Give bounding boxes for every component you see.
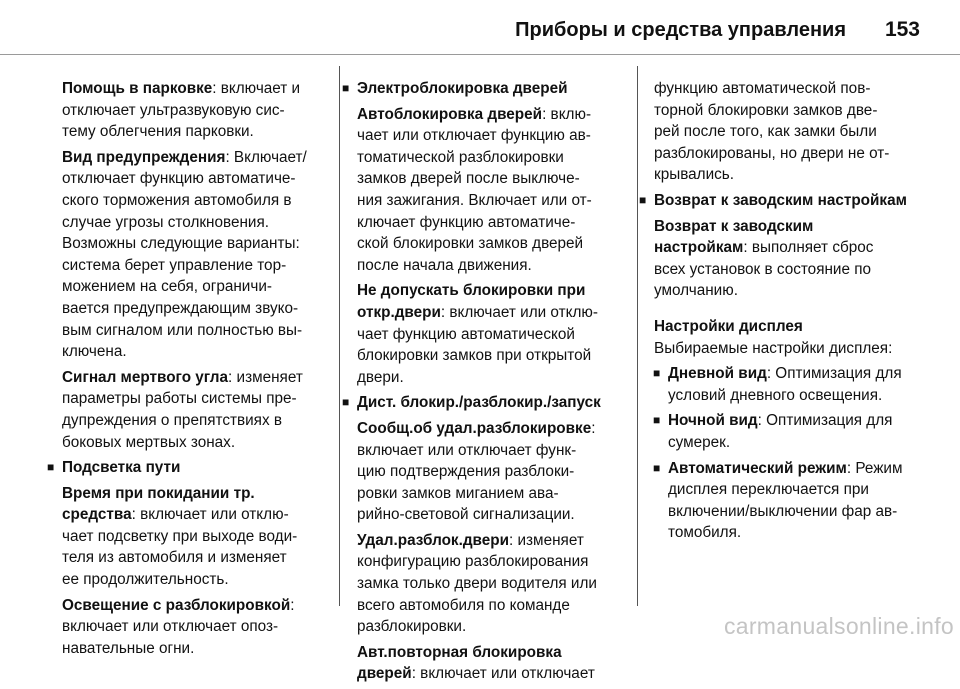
paragraph-auto-relock-continued: функцию автоматической пов- торной блокировки замков две- рей после того, как замки были разблокированы, но двери не от- крывались. [654, 80, 890, 184]
display-settings-intro: Выбираемые настройки дисплея: [654, 339, 893, 357]
column-divider [637, 66, 638, 606]
bullet-icon: ■ [653, 413, 661, 428]
paragraph-prevent-lock: Не допускать блокировки при откр.двери: включает или отклю- чает функцию автоматической блокировки замков при открытой двери. [357, 282, 598, 386]
paragraph-remote-door-unlock: Удал.разблок.двери: изменяет конфигурацию разблокирования замка только двери водителя или всего автомобиля по команде разблокировки. [357, 531, 597, 636]
bullet-icon: ■ [342, 395, 350, 410]
column-right [639, 78, 928, 548]
column-divider [339, 66, 340, 606]
list-item-auto-mode: ■ Автоматический режим: Режим дисплея переключается при включении/выключении фар ав- томобиля. [653, 459, 903, 542]
list-item-night-mode: ■ Ночной вид: Оптимизация для сумерек. [653, 412, 893, 451]
page-number: 153 [884, 18, 920, 41]
paragraph-auto-relock: Авт.повторная блокировка дверей: включает или отключает [357, 643, 595, 683]
bullet-icon: ■ [653, 460, 661, 475]
section-heading-power-locks: ■ Электроблокировка дверей [357, 78, 623, 100]
paragraph-blind-spot: Сигнал мертвого угла: изменяет параметры работы системы пре- дупреждения о препятствиях в боковых мертвых зонах. [62, 368, 303, 451]
paragraph-remote-unlock-feedback: Сообщ.об удал.разблокировке: включает или отключает функ- цию подтверждения разблоки- ровки замков миганием ава- рийно-световой сигнализации. [357, 419, 596, 524]
column-middle [342, 78, 623, 689]
bullet-icon: ■ [342, 81, 350, 95]
section-heading-factory-reset: ■ Возврат к заводским настройкам [654, 190, 928, 212]
paragraph-auto-lock: Автоблокировка дверей: вклю- чает или отключает функцию ав- томатической разблокировки замков дверей после выключе- ния зажигания. Включает или от- ключает функцию автоматиче- ской блокировки замков дверей после начала движения. [357, 105, 592, 274]
watermark: carmanualsonline.info [723, 613, 954, 639]
section-heading-path-lighting: ■ Подсветка пути [62, 457, 324, 479]
paragraph-unlock-lighting: Освещение с разблокировкой: включает или отключает опоз- навательные огни. [62, 596, 295, 657]
page-header [0, 0, 960, 55]
bullet-icon: ■ [47, 460, 55, 475]
paragraph-exit-lighting: Время при покидании тр. средства: включает или отклю- чает подсветку при выходе води- теля из автомобиля и изменяет ее продолжительность. [62, 484, 298, 589]
paragraph-factory-reset: Возврат к заводским настройкам: выполняет сброс всех установок в состояние по умолчанию. [654, 217, 874, 300]
section-heading-remote-lock: ■ Дист. блокир./разблокир./запуск [357, 392, 623, 414]
bullet-icon: ■ [653, 366, 661, 381]
column-left [47, 78, 324, 663]
list-item-day-mode: ■ Дневной вид: Оптимизация для условий дневного освещения. [653, 365, 902, 404]
heading-display-settings: Настройки дисплея [654, 317, 803, 335]
page-title: Приборы и средства управления [515, 19, 846, 41]
paragraph-alert-type: Вид предупреждения: Включает/ отключает функцию автоматиче- ского торможения автомобиля в случае угрозы столкновения. Возможны следующие варианты: система берет управление тор- можением на себя, ограничи- вается предупреждающим звуко- вым сигналом или полностью вы- ключена. [62, 148, 307, 361]
bullet-icon: ■ [639, 192, 647, 207]
paragraph-park-assist: Помощь в парковке: включает и отключает ультразвуковую сис- тему облегчения парковки. [62, 80, 301, 141]
